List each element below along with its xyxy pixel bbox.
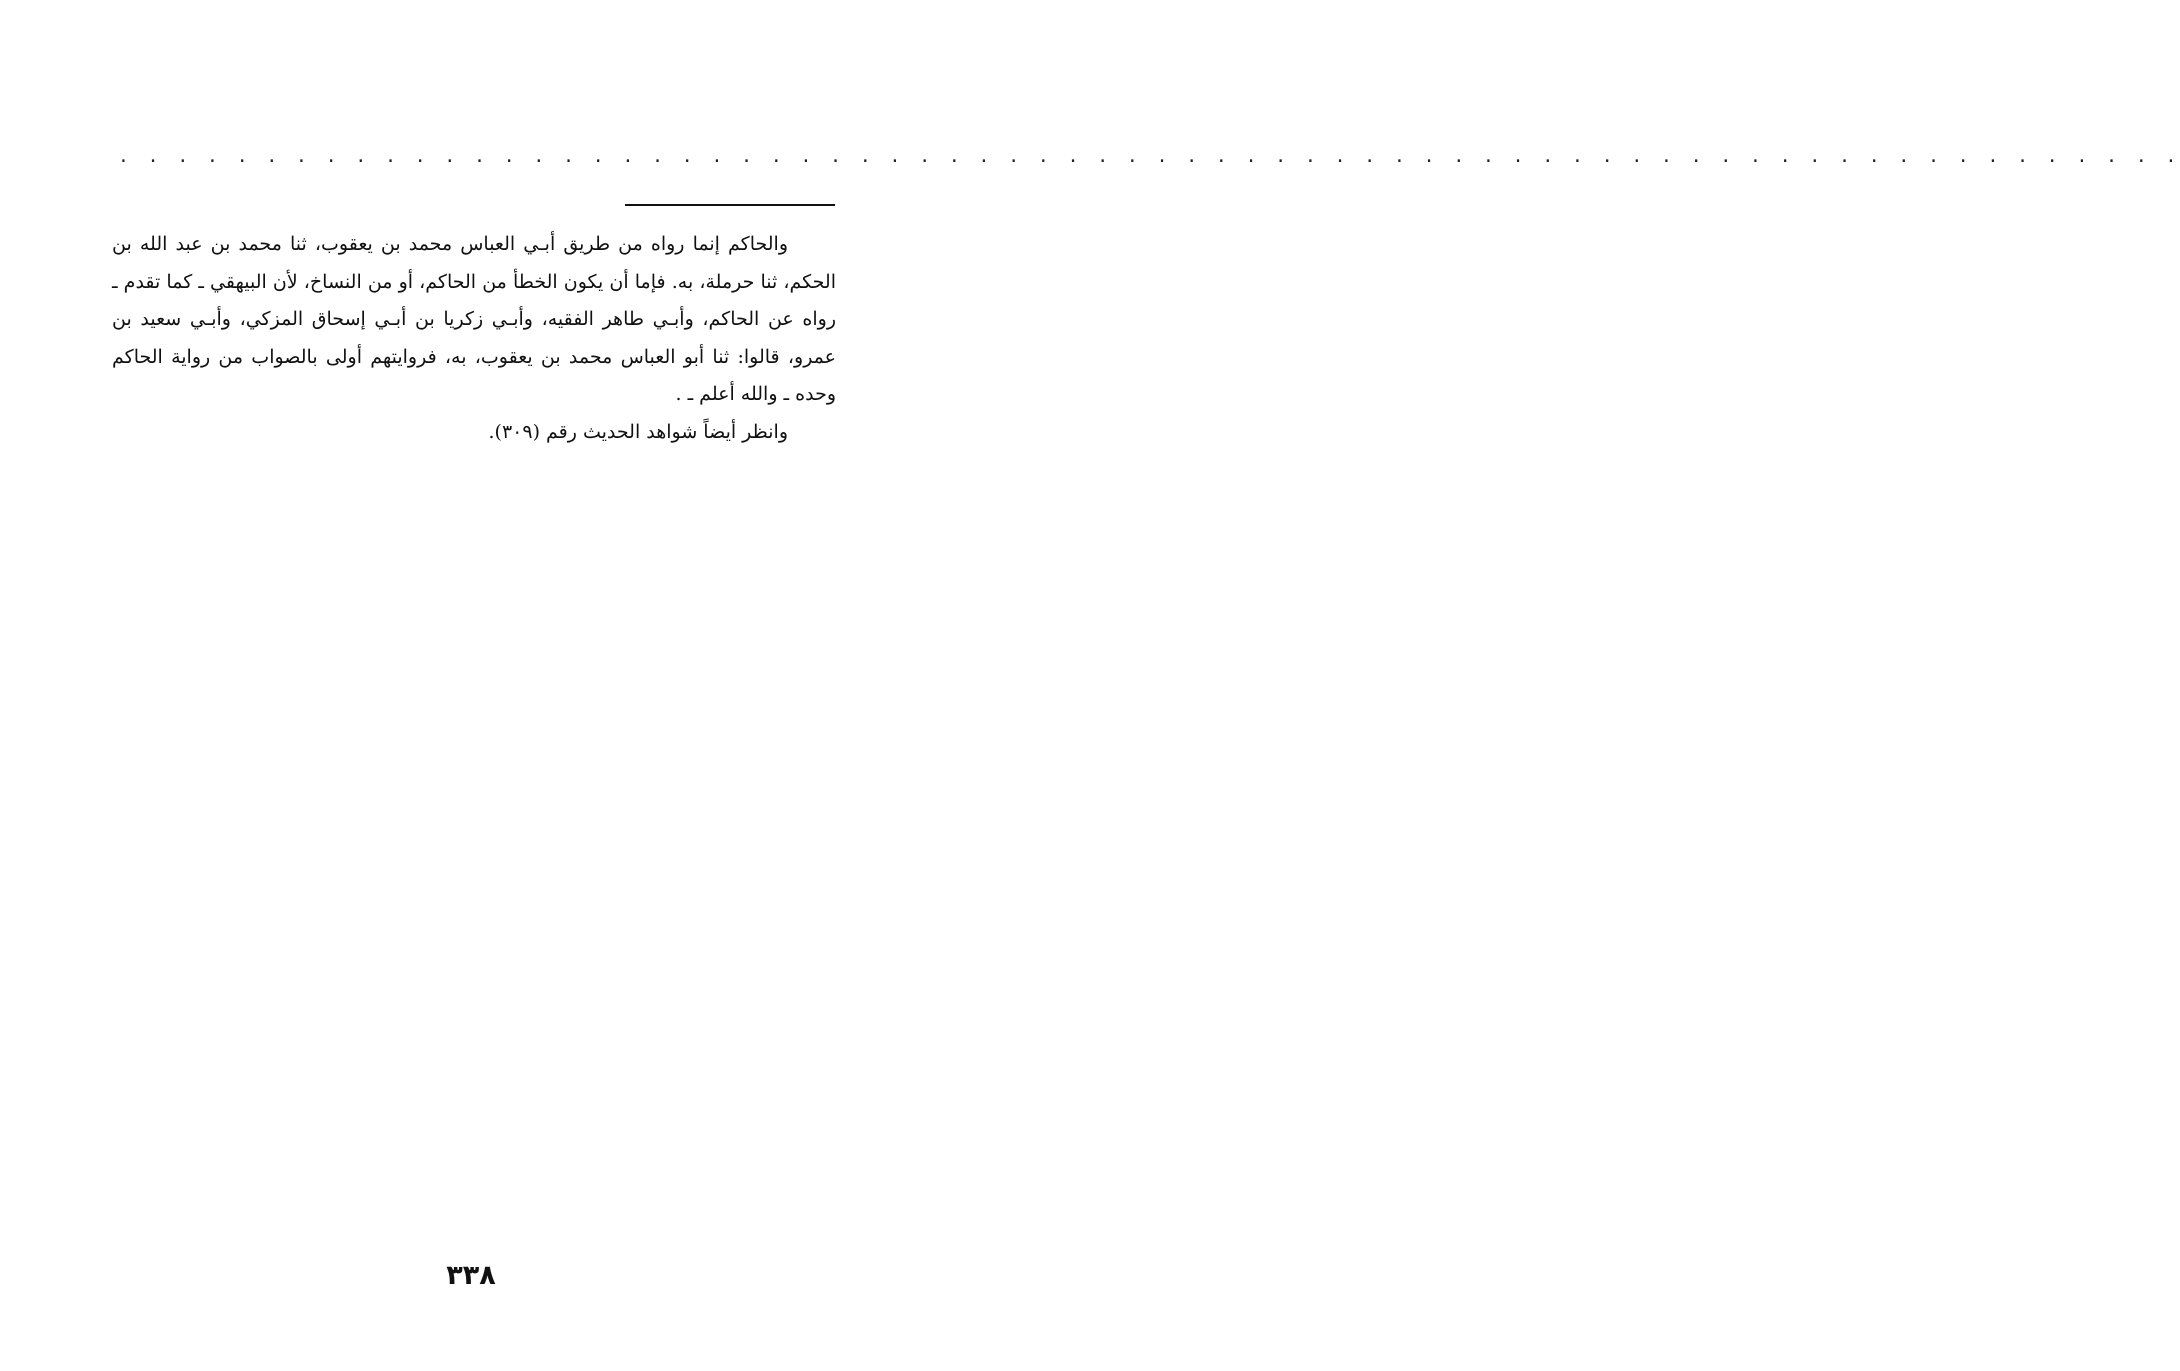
dotted-separator: . . . . . . . . . . . . . . . . . . . . . . . . . . . . . . . . . . . . . . . . . . . . . . . . . . . . . . . . . . . . . . . . . . . . . . bbox=[118, 146, 2180, 167]
footnote-see-also: وانظر أيضاً شواهد الحديث رقم (٣٠٩). bbox=[488, 420, 788, 443]
footnote-paragraph: والحاكم إنما رواه من طريق أبـي العباس محمد بن يعقوب، ثنا محمد بن عبد الله بن الحكم، ثنا حرملة، به. فإما أن يكون الخطأ من الحاكم، أو من النساخ، لأن البيهقي ـ كما تقدم ـ رواه عن الحاكم، وأبـي طاهر الفقيه، وأبـي زكريا بن أبـي إسحاق المزكي، وأبـي سعيد بن عمرو، قالوا: ثنا أبو العباس محمد بن يعقوب، به، فروايتهم أولى بالصواب من رواية الحاكم وحده ـ والله أعلم ـ . bbox=[112, 233, 836, 405]
footnote-rule bbox=[625, 204, 835, 206]
footnote-block bbox=[112, 226, 836, 451]
page-number: ٣٣٨ bbox=[446, 1260, 496, 1291]
